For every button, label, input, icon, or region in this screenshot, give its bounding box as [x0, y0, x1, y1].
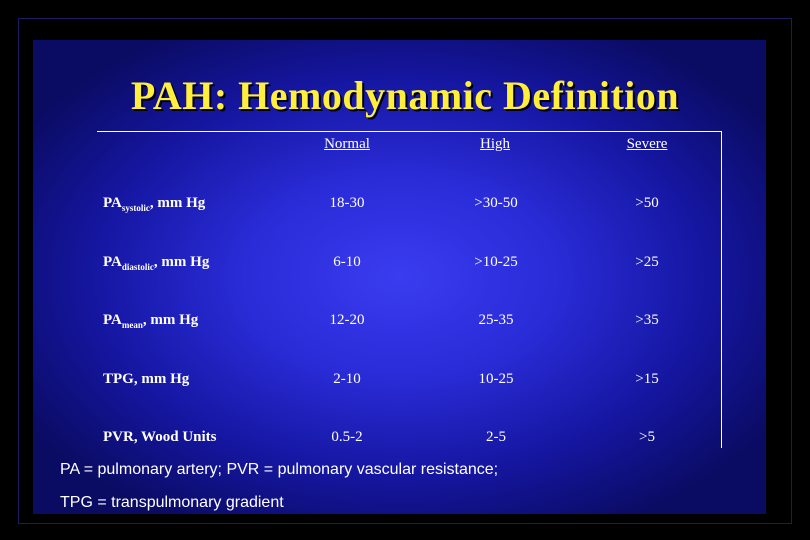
cell-tpg-severe: >15: [635, 371, 659, 387]
row-label-pa-systolic: $PA_{systolic}$, mm Hg: [103, 195, 206, 213]
row-label-pa-mean: $PA_{mean}$, mm Hg: [103, 312, 199, 330]
cell-pa-systolic-normal: 18-30: [329, 195, 365, 211]
row-label-pvr: PVR, Wood Units: [103, 429, 217, 445]
footnote-tpg: TPG = transpulmonary gradient: [60, 494, 284, 511]
row-label-tpg: TPG, mm Hg: [103, 371, 190, 387]
row-label-pa-diastolic: $PA_{diastolic}$, mm Hg: [103, 254, 210, 272]
cell-pa-diastolic-severe: >25: [635, 254, 659, 270]
cell-pa-systolic-severe: >50: [635, 195, 659, 211]
cell-tpg-normal: 2-10: [333, 371, 361, 387]
cell-tpg-high: 10-25: [478, 371, 514, 387]
footnote-abbreviations: PA = pulmonary artery; PVR = pulmonary vascular resistance;: [60, 461, 499, 478]
hemodynamic-table: [97, 131, 722, 448]
header-high: High: [480, 136, 510, 152]
cell-pa-diastolic-normal: 6-10: [333, 254, 361, 270]
cell-pvr-severe: >5: [639, 429, 655, 445]
cell-pa-systolic-high: >30-50: [474, 195, 518, 211]
header-normal: Normal: [324, 136, 370, 152]
cell-pa-mean-severe: >35: [635, 312, 659, 328]
header-severe: Severe: [626, 136, 668, 152]
cell-pvr-normal: 0.5-2: [331, 429, 363, 445]
cell-pa-diastolic-high: >10-25: [474, 254, 518, 270]
cell-pvr-high: 2-5: [486, 429, 506, 445]
slide-title: PAH: Hemodynamic Definition: [130, 73, 680, 118]
cell-pa-mean-high: 25-35: [478, 312, 514, 328]
cell-pa-mean-normal: 12-20: [329, 312, 365, 328]
